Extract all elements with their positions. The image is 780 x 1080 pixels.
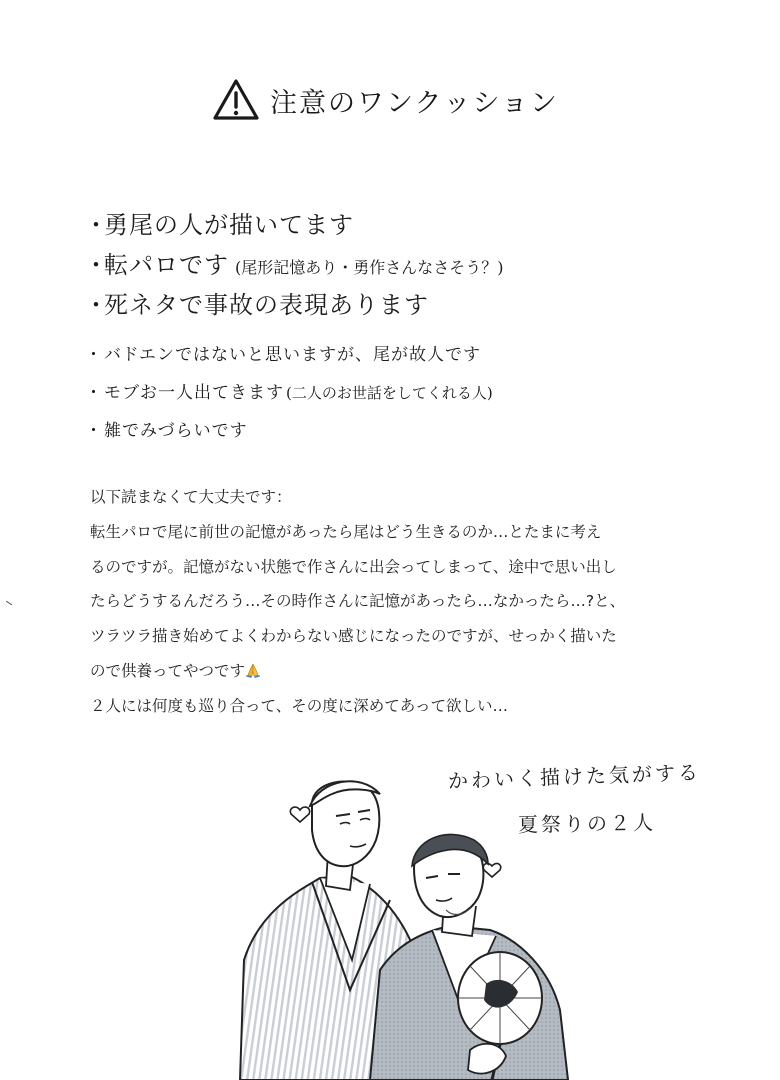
page-title: 注意のワンクッション	[270, 87, 559, 119]
list-item	[84, 245, 724, 285]
folded-hands-icon	[245, 662, 261, 678]
bullet: ・	[84, 211, 109, 239]
minor-warning-list	[84, 340, 724, 454]
body-line: 以下読まなくて大丈夫です：	[90, 488, 292, 506]
caption-line: かわいく描けた気がする	[447, 760, 702, 793]
list-item	[84, 285, 724, 325]
warning-text: 死ネタで事故の表現あります	[104, 291, 429, 319]
body-line-with-emoji	[90, 654, 710, 689]
bullet: ・	[84, 251, 109, 279]
body-line: ２人には何度も巡り合って、その度に深めてあって欲しい…	[90, 696, 509, 715]
major-warning-list	[84, 205, 724, 325]
body-line: たらどうするんだろう…その時作さんに記憶があったら…なかったら…?と、	[90, 592, 626, 611]
bullet: ・	[85, 383, 103, 403]
bullet: ・	[84, 291, 109, 319]
bullet: ・	[85, 345, 103, 365]
list-item	[84, 340, 724, 378]
stray-mark	[6, 601, 12, 605]
warning-text: 雑でみづらいです	[104, 421, 248, 441]
list-item	[84, 416, 724, 454]
heart-icon	[290, 807, 309, 822]
body-line: ツラツラ描き始めてよくわからない感じになったのですが、せっかく描いた	[90, 627, 617, 646]
list-item	[84, 205, 724, 245]
caption-line: 夏祭りの２人	[517, 810, 657, 837]
body-line: ので供養ってやつです	[90, 661, 246, 680]
illustration-two-men-in-yukata	[200, 760, 620, 1080]
warning-triangle-icon	[212, 78, 260, 122]
warning-text: 勇尾の人が描いてます	[104, 211, 354, 239]
body-line: るのですが。記憶がない状態で作さんに出会ってしまって、途中で思い出し	[90, 557, 617, 576]
warning-text: 転パロです	[104, 251, 229, 279]
heart-icon	[483, 863, 500, 877]
warning-text: モブお一人出てきます	[104, 383, 284, 403]
bullet: ・	[85, 421, 103, 441]
list-item	[84, 378, 724, 416]
warning-text: バドエンではないと思いますが、尾が故人です	[104, 345, 481, 365]
page-header	[212, 76, 572, 124]
warning-note: (尾形記憶あり・勇作さんなさそう？)	[235, 258, 504, 277]
author-note	[90, 480, 710, 724]
body-line: 転生パロで尾に前世の記憶があったら尾はどう生きるのか…とたまに考え	[90, 522, 602, 541]
warning-note: (二人のお世話をしてくれる人)	[286, 384, 493, 402]
